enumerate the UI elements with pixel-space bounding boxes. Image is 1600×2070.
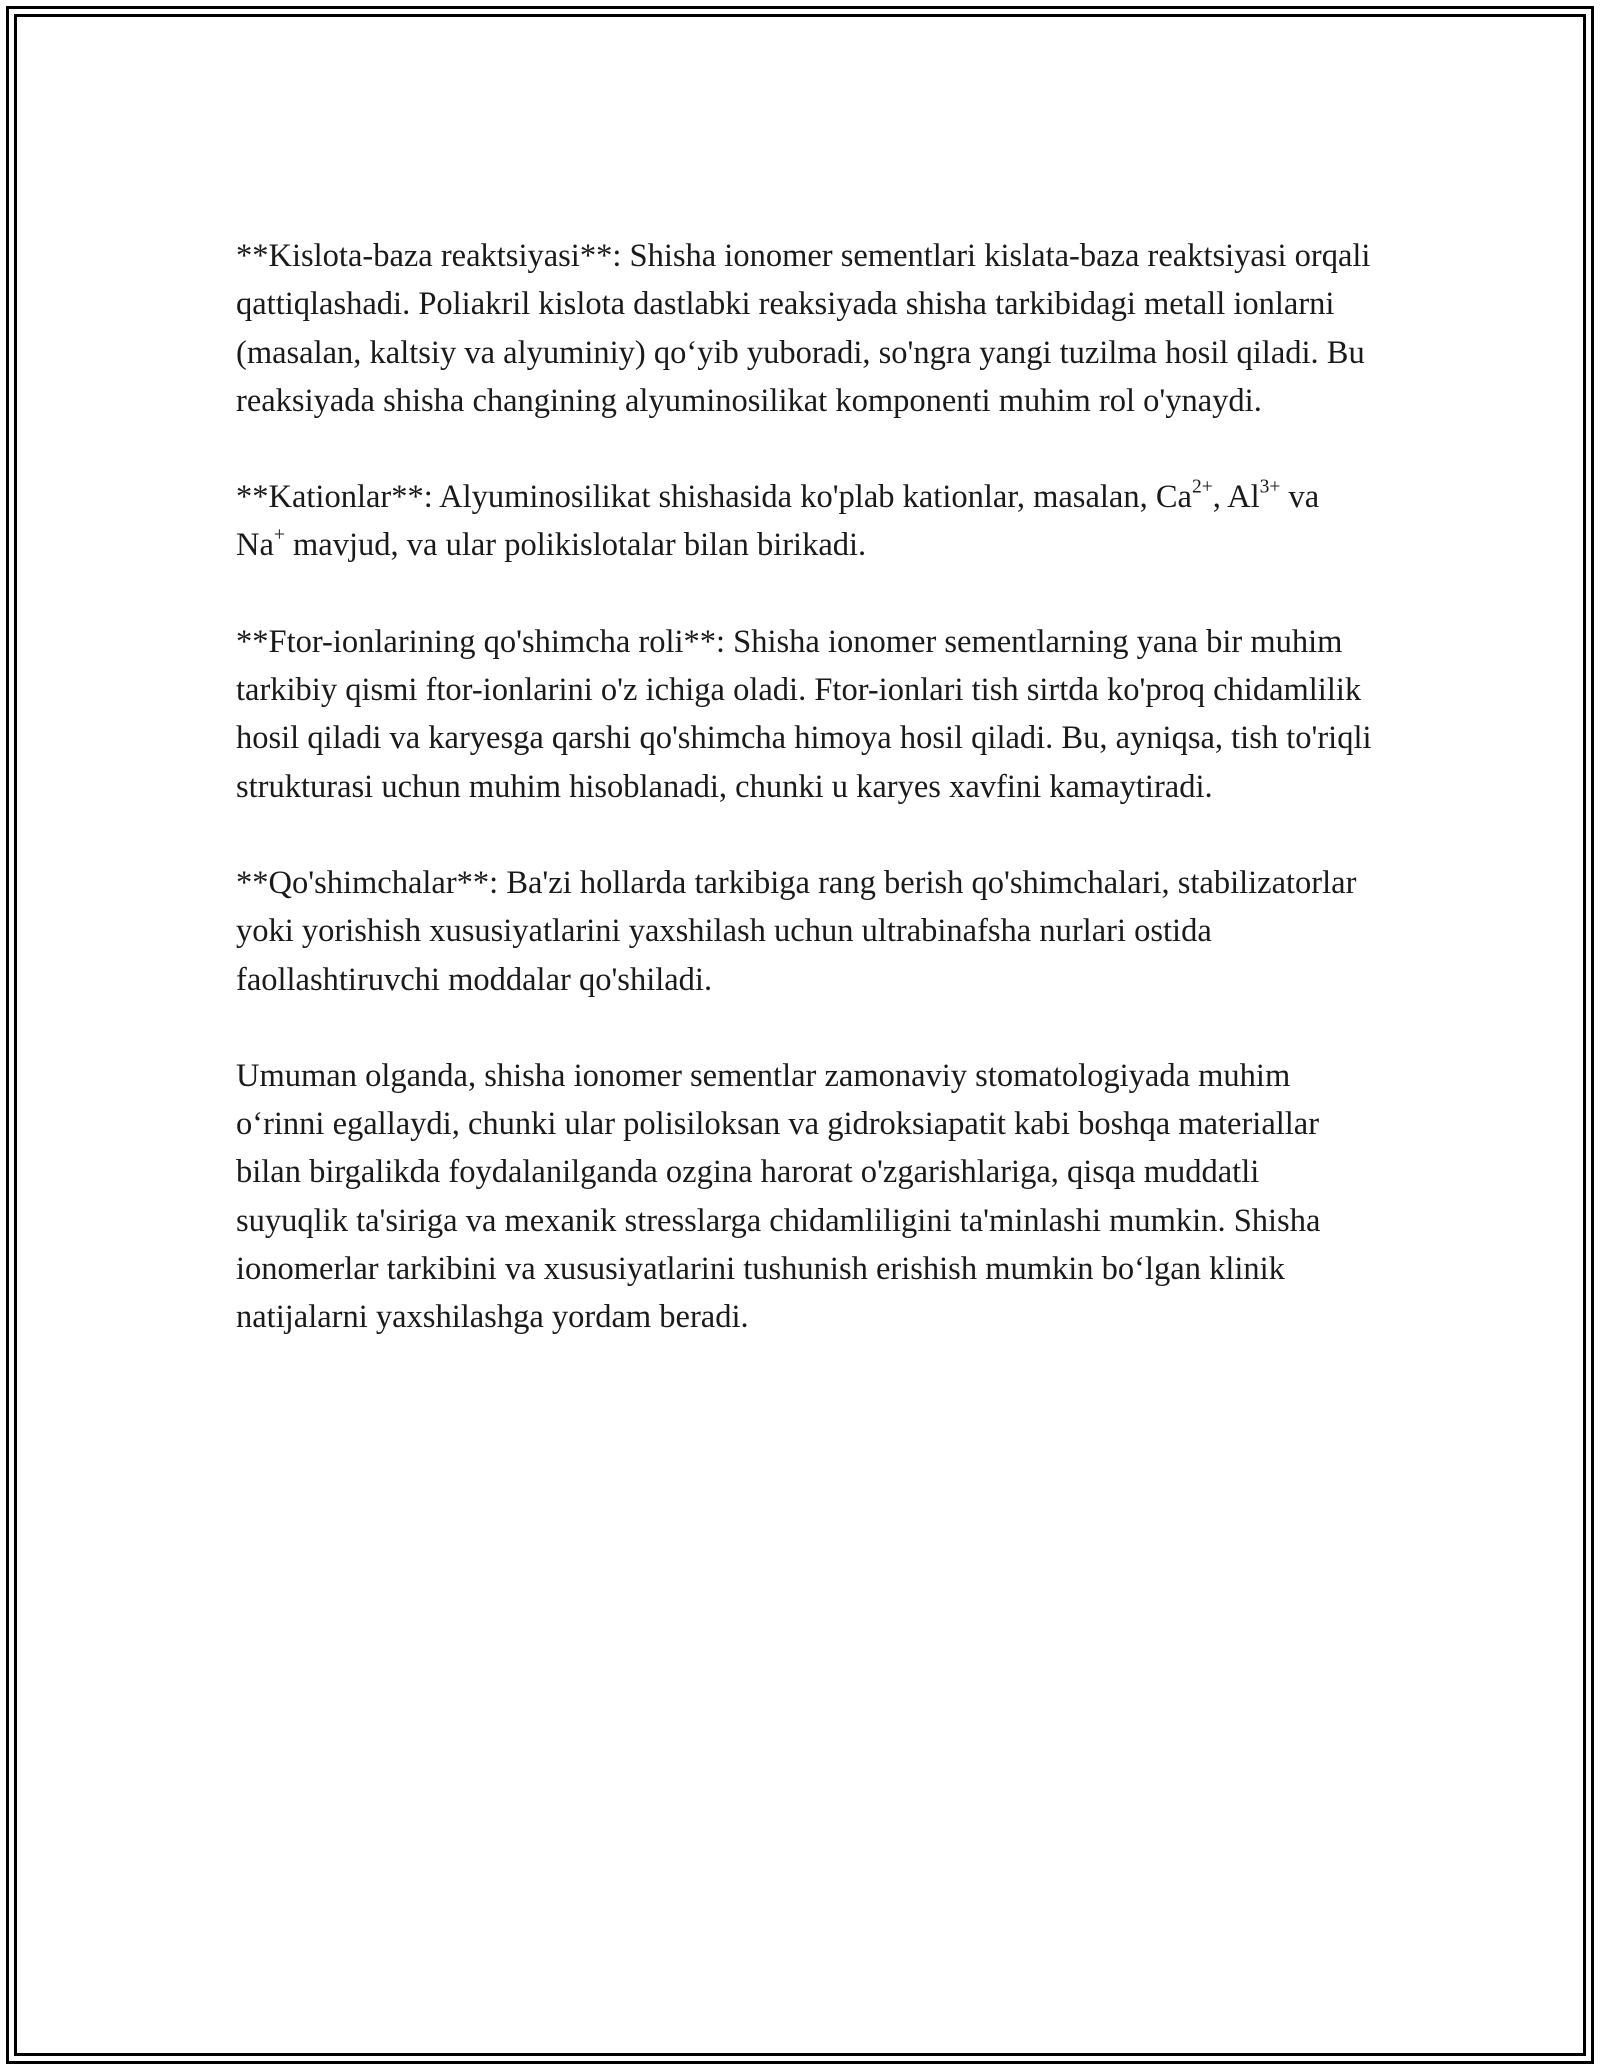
calcium-charge-superscript: 2+ [1191, 476, 1213, 498]
cations-text-3: va Na [236, 479, 1320, 564]
cations-text-4: mavjud, va ular polikislotalar bilan birikadi. [284, 527, 867, 564]
paragraph-additives: **Qo'shimchalar**: Ba'zi hollarda tarkibiga rang berish qo'shimchalari, stabilizatorlar yoki yorishish xususiyatlarini yaxshilash uchun ultrabinafsha nurlari ostida faollashtiruvchi moddalar qo'shiladi. [236, 864, 1357, 998]
document-body [236, 232, 1376, 1342]
paragraph-conclusion: Umuman olganda, shisha ionomer sementlar zamonaviy stomatologiyada muhim o‘rinni egallaydi, chunki ular polisiloksan va gidroksiapatit kabi boshqa materiallar bilan birgalikda foydalanilganda ozgina harorat o'zgarishlariga, qisqa muddatli suyuqlik ta'siriga va mexanik stresslarga chidamliligini ta'minlashi mumkin. Shisha ionomerlar tarkibini va xususiyatlarini tushunish erishish mumkin bo‘lgan klinik natijalarni yaxshilashga yordam beradi. [236, 1057, 1321, 1336]
paragraph-fluoride-role: **Ftor-ionlarining qo'shimcha roli**: Shisha ionomer sementlarning yana bir muhim tarkibiy qismi ftor-ionlarini o'z ichiga oladi. Ftor-ionlari tish sirtda ko'proq chidamlilik hosil qiladi va karyesga qarshi qo'shimcha himoya hosil qiladi. Bu, ayniqsa, tish to'riqli strukturasi uchun muhim hisoblanadi, chunki u karyes xavfini kamaytiradi. [236, 623, 1372, 805]
aluminium-charge-superscript: 3+ [1259, 476, 1281, 498]
cations-text-1: **Kationlar**: Alyuminosilikat shishasida ko'plab kationlar, masalan, Ca [236, 479, 1192, 516]
sodium-charge-superscript: + [273, 524, 285, 546]
paragraph-acid-base-reaction: **Kislota-baza reaktsiyasi**: Shisha ionomer sementlari kislata-baza reaktsiyasi orqali qattiqlashadi. Poliakril kislota dastlabki reaksiyada shisha tarkibidagi metall ionlarni (masalan, kaltsiy va alyuminiy) qo‘yib yuboradi, so'ngra yangi tuzilma hosil qiladi. Bu reaksiyada shisha changining alyuminosilikat komponenti muhim rol o'ynaydi. [236, 238, 1371, 419]
cations-text-2: , Al [1212, 479, 1260, 516]
paragraph-cations [236, 473, 1376, 570]
